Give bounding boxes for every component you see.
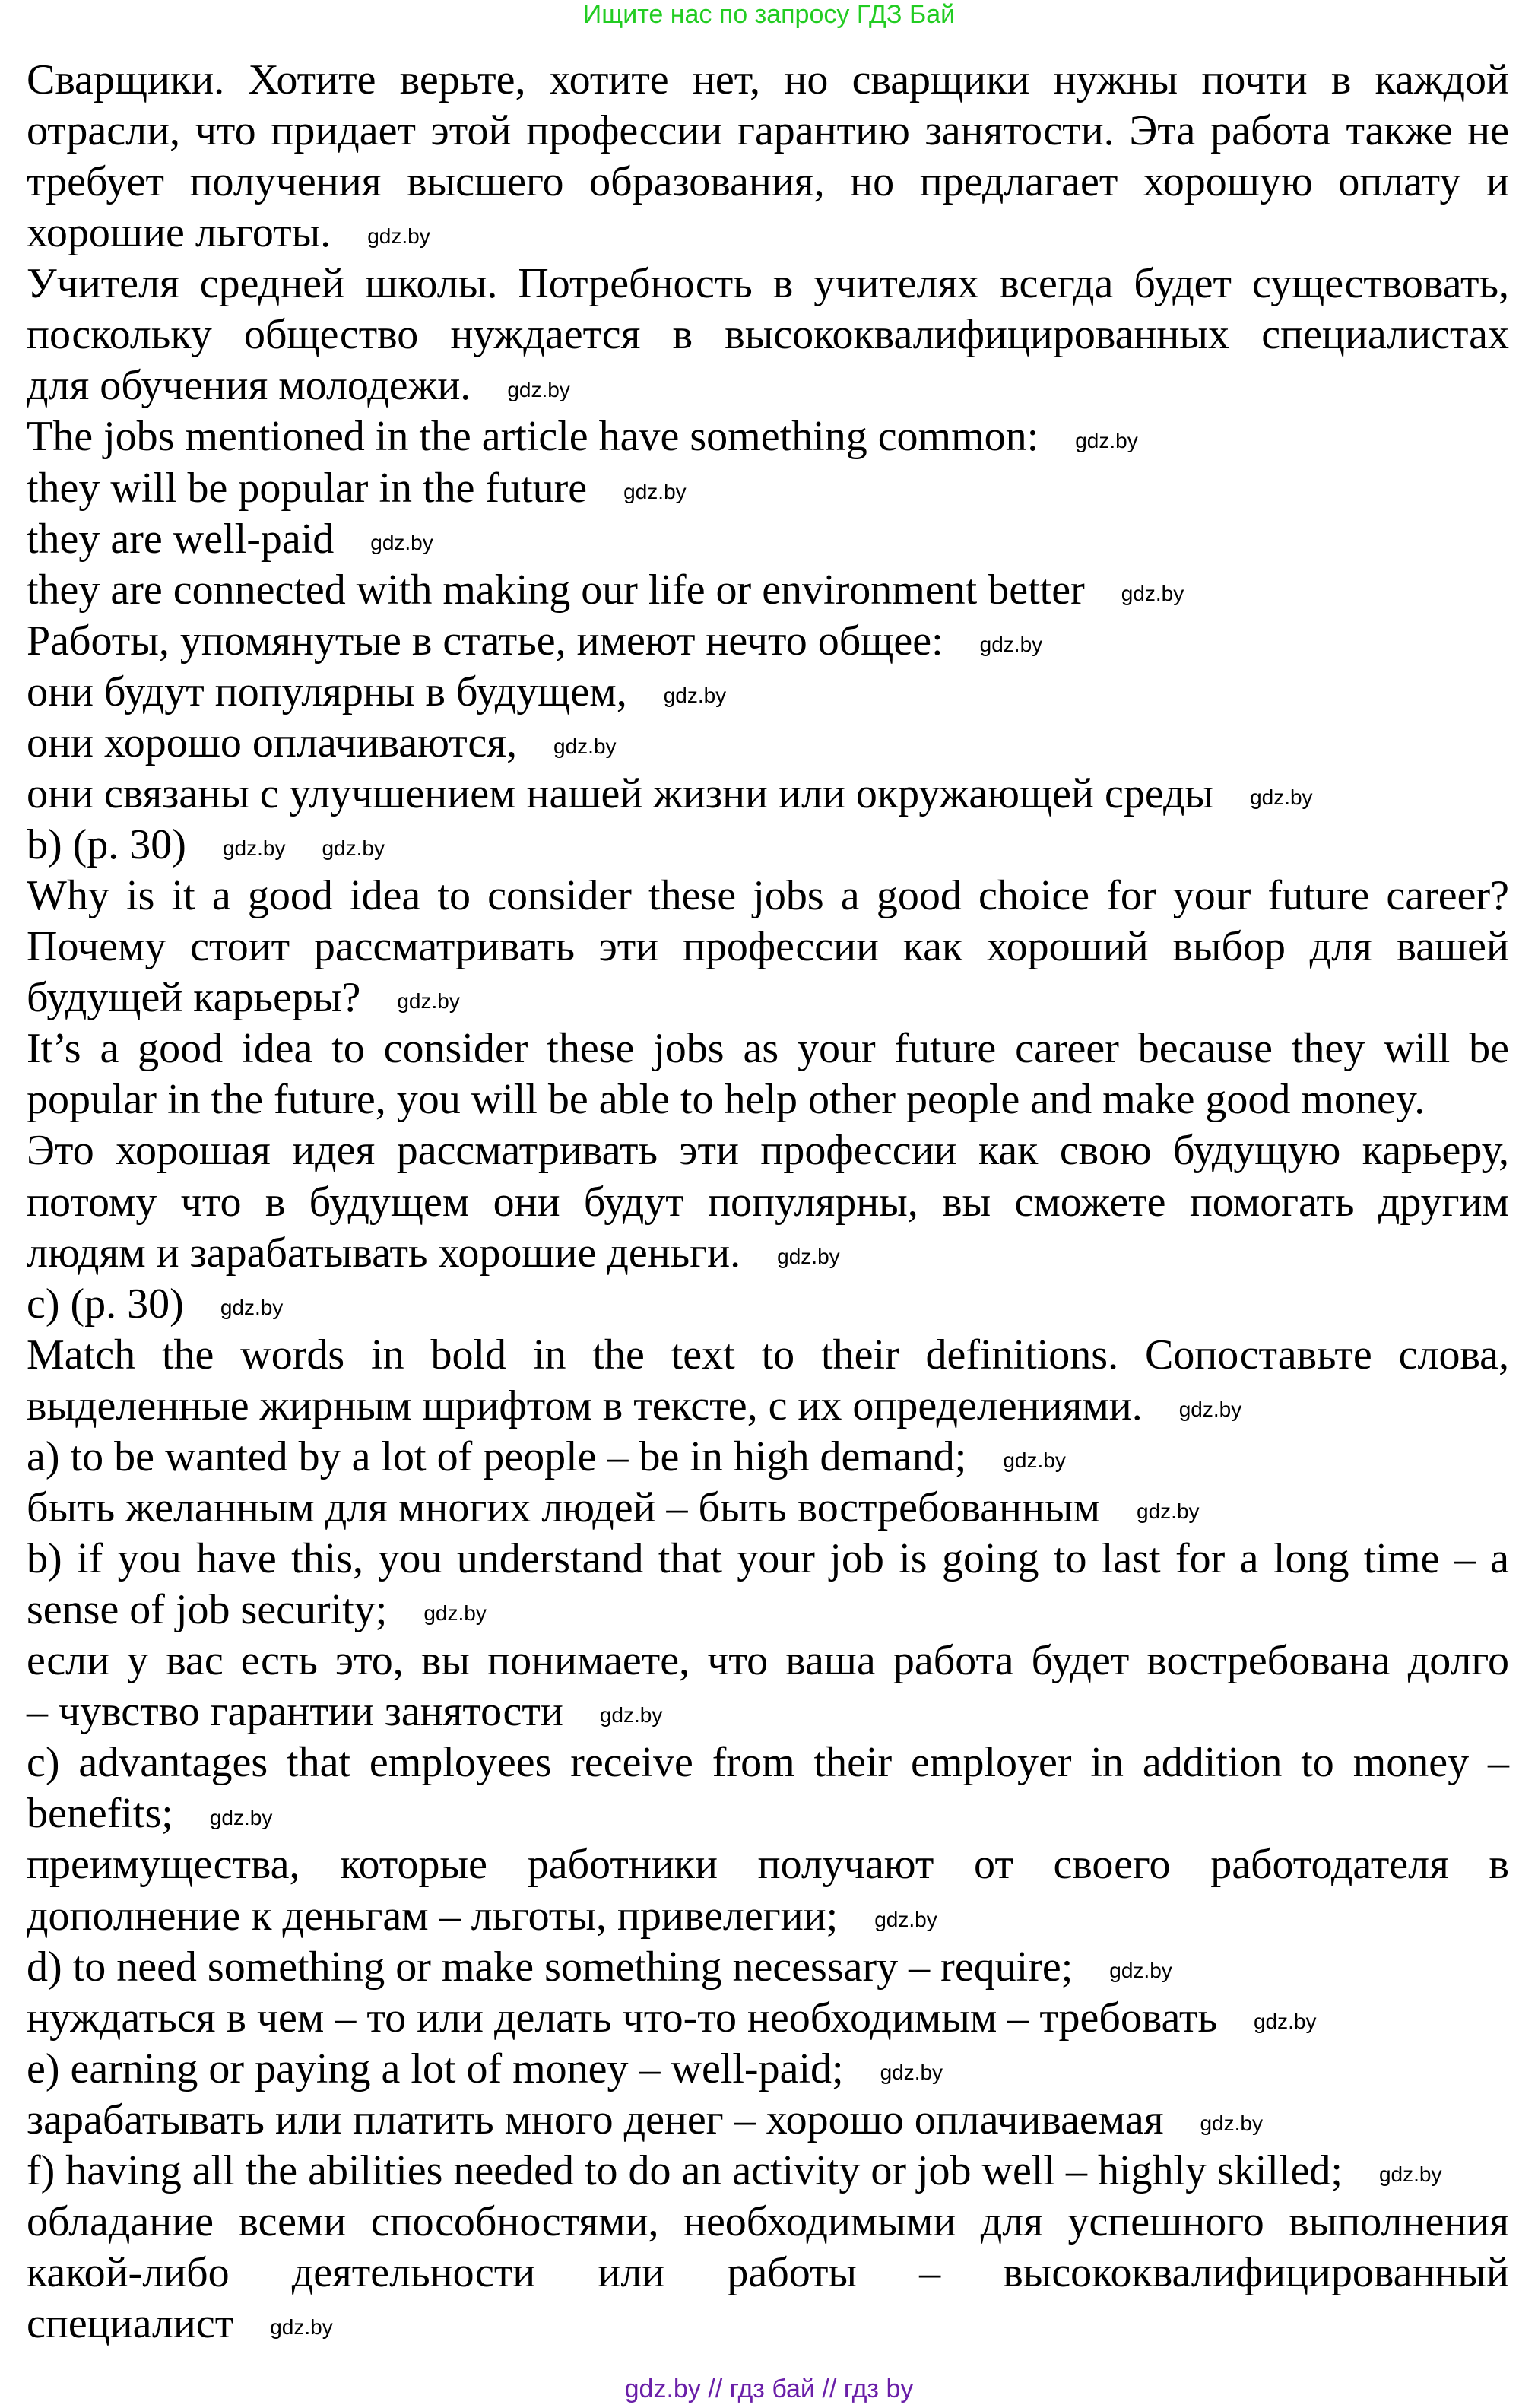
text-line — [27, 1381, 1509, 1432]
text-line — [27, 1432, 1509, 1483]
text-line-content: Учителя средней школы. Потребность в учителях всегда будет существовать, — [27, 260, 1509, 308]
watermark-text: gdz.by — [1253, 2009, 1317, 2033]
text-line — [27, 2146, 1509, 2197]
text-line-content: дополнение к деньгам – льготы, привелегии; — [27, 1892, 839, 1940]
text-line — [27, 1788, 1509, 1839]
text-line — [27, 1177, 1509, 1228]
text-line — [27, 820, 1509, 871]
text-line — [27, 1635, 1509, 1686]
watermark-text: gdz.by — [370, 530, 433, 554]
text-line-content: если у вас есть это, вы понимаете, что ваша работа будет востребована долго — [27, 1637, 1509, 1685]
text-line-content: they are well-paid — [27, 515, 335, 563]
text-line — [27, 922, 1509, 972]
watermark-text: gdz.by — [874, 1907, 937, 1931]
watermark-text: gdz.by — [1250, 785, 1313, 810]
text-line-content: поскольку общество нуждается в высококвалифицированных специалистах — [27, 311, 1509, 359]
text-line-content: d) to need something or make something necessary – require; — [27, 1943, 1073, 1991]
text-line — [27, 1686, 1509, 1737]
text-line-content: popular in the future, you will be able to help other people and make good money. — [27, 1076, 1425, 1124]
text-line-content: c) advantages that employees receive from their employer in addition to money – — [27, 1739, 1509, 1787]
watermark-text: gdz.by — [1121, 581, 1184, 605]
watermark-text: gdz.by — [270, 2315, 333, 2340]
text-line-content: для обучения молодежи. — [27, 362, 471, 410]
text-line-content: a) to be wanted by a lot of people – be in high demand; — [27, 1432, 967, 1480]
watermark-text: gdz.by — [979, 632, 1043, 656]
text-line — [27, 157, 1509, 208]
watermark-text: gdz.by — [209, 1805, 273, 1829]
text-line-content: будущей карьеры? — [27, 974, 361, 1022]
text-line-content: sense of job security; — [27, 1586, 388, 1634]
text-line-content: b) if you have this, you understand that your job is going to last for a long time – a — [27, 1535, 1509, 1583]
text-line-content: Why is it a good idea to consider these jobs a good choice for your future career? — [27, 872, 1509, 920]
text-line-content: хорошие льготы. — [27, 209, 331, 257]
text-line-content: обладание всеми способностями, необходимыми для успешного выполнения — [27, 2197, 1509, 2245]
text-line-content: отрасли, что придает этой профессии гарантию занятости. Эта работа также не — [27, 107, 1509, 155]
footer-banner: gdz.by // гдз бай // гдз by — [624, 2375, 914, 2403]
watermark-text: gdz.by — [1200, 2111, 1263, 2135]
text-line — [27, 718, 1509, 769]
watermark-text: gdz.by — [599, 1703, 663, 1727]
text-line-content: b) (p. 30) — [27, 821, 186, 869]
text-line — [27, 1279, 1509, 1330]
text-line-content: потому что в будущем они будут популярны, вы сможете помогать другим — [27, 1178, 1509, 1226]
text-line — [27, 2095, 1509, 2146]
text-line — [27, 1330, 1509, 1381]
text-line — [27, 514, 1509, 565]
text-line-content: нуждаться в чем – то или делать что-то необходимым – требовать — [27, 1994, 1217, 2042]
text-line — [27, 360, 1509, 411]
text-line-content: It’s a good idea to consider these jobs as your future career because they will be — [27, 1025, 1509, 1073]
watermark-text: gdz.by — [663, 683, 727, 707]
text-line-content: людям и зарабатывать хорошие деньги. — [27, 1229, 741, 1277]
text-line — [27, 2248, 1509, 2299]
watermark-text: gdz.by — [220, 1295, 284, 1319]
text-line — [27, 463, 1509, 514]
text-line-content: they are connected with making our life or environment better — [27, 566, 1085, 614]
watermark-text: gdz.by — [1075, 428, 1138, 452]
text-line-content: выделенные жирным шрифтом в тексте, с их определениями. — [27, 1382, 1143, 1429]
text-line — [27, 55, 1509, 106]
text-line-content: Это хорошая идея рассматривать эти профессии как свою будущую карьеру, — [27, 1127, 1509, 1175]
text-line — [27, 1585, 1509, 1635]
text-line — [27, 1125, 1509, 1176]
watermark-text: gdz.by — [623, 479, 687, 503]
text-line-content: зарабатывать или платить много денег – хорошо оплачиваемая — [27, 2095, 1164, 2143]
text-line-content: преимущества, которые работники получают от своего работодателя в — [27, 1841, 1509, 1889]
watermark-text: gdz.by — [507, 377, 570, 401]
text-line-content: они связаны с улучшением нашей жизни или окружающей среды — [27, 769, 1214, 817]
text-line — [27, 411, 1509, 462]
text-line — [27, 309, 1509, 360]
text-line-content: они будут популярны в будущем, — [27, 668, 627, 715]
text-line-content: Почему стоит рассматривать эти профессии как хороший выбор для вашей — [27, 923, 1509, 971]
text-line — [27, 1942, 1509, 1993]
text-line-content: benefits; — [27, 1790, 173, 1838]
text-line-content: какой-либо деятельности или работы – высококвалифицированный — [27, 2249, 1509, 2296]
text-line — [27, 972, 1509, 1023]
text-line — [27, 2044, 1509, 2095]
text-line — [27, 208, 1509, 259]
text-line — [27, 1839, 1509, 1890]
watermark-text: gdz.by — [1137, 1499, 1200, 1524]
text-line — [27, 1074, 1509, 1125]
watermark-text: gdz.by — [1178, 1397, 1242, 1421]
text-line-content: e) earning or paying a lot of money – well-paid; — [27, 2045, 844, 2092]
text-line-content: they will be popular in the future — [27, 464, 588, 512]
text-line-content: быть желанным для многих людей – быть востребованным — [27, 1483, 1101, 1531]
text-line — [27, 871, 1509, 922]
text-line-content: c) (p. 30) — [27, 1280, 184, 1328]
watermark-text: gdz.by — [880, 2060, 943, 2084]
text-line-content: f) having all the abilities needed to do an activity or job well – highly skilled; — [27, 2146, 1343, 2194]
watermark-text: gdz.by — [1378, 2162, 1442, 2186]
text-line-content: они хорошо оплачиваются, — [27, 719, 518, 766]
search-banner: Ищите нас по запросу ГДЗ Бай — [582, 0, 956, 29]
text-line — [27, 769, 1509, 820]
text-line — [27, 565, 1509, 616]
text-line-content: Сварщики. Хотите верьте, хотите нет, но сварщики нужны почти в каждой — [27, 56, 1509, 103]
watermark-text: gdz.by — [1109, 1958, 1172, 1982]
watermark-text: gdz.by — [1003, 1448, 1066, 1473]
watermark-text: gdz.by — [322, 836, 385, 861]
text-line-content: требует получения высшего образования, но предлагает хорошую оплату и — [27, 158, 1509, 206]
text-line — [27, 1534, 1509, 1585]
text-line — [27, 1483, 1509, 1534]
text-line — [27, 106, 1509, 157]
text-line — [27, 1228, 1509, 1279]
watermark-text: gdz.by — [367, 224, 430, 249]
text-line-content: Match the words in bold in the text to their definitions. Сопоставьте слова, — [27, 1331, 1509, 1378]
text-line — [27, 2299, 1509, 2349]
text-line-content: Работы, упомянутые в статье, имеют нечто общее: — [27, 617, 943, 665]
text-line-content: – чувство гарантии занятости — [27, 1688, 563, 1736]
watermark-text: gdz.by — [222, 836, 286, 861]
text-line — [27, 1023, 1509, 1074]
text-line — [27, 2197, 1509, 2248]
watermark-text: gdz.by — [397, 989, 460, 1014]
text-line — [27, 1993, 1509, 2044]
text-line — [27, 1891, 1509, 1942]
text-line — [27, 616, 1509, 667]
text-line — [27, 259, 1509, 309]
watermark-text: gdz.by — [423, 1601, 487, 1626]
watermark-text: gdz.by — [553, 734, 617, 759]
text-line-content: специалист — [27, 2300, 234, 2348]
text-line-content: The jobs mentioned in the article have something common: — [27, 413, 1039, 461]
text-line — [27, 667, 1509, 718]
watermark-text: gdz.by — [777, 1244, 840, 1268]
text-line — [27, 1737, 1509, 1788]
